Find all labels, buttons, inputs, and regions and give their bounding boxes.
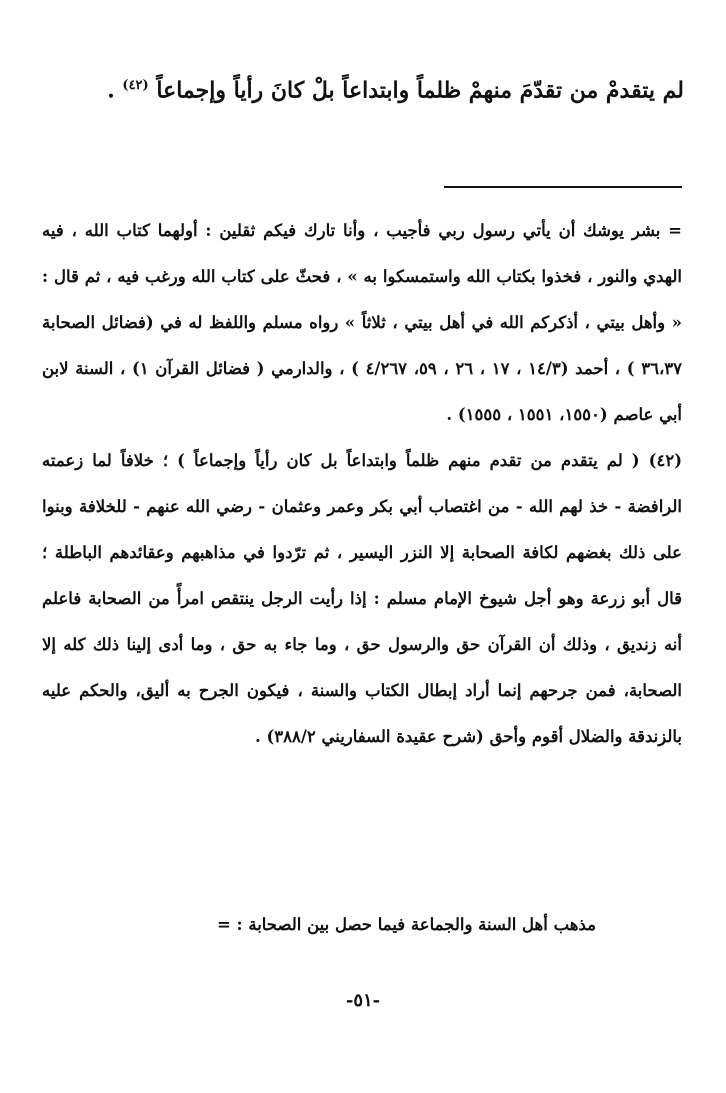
- main-text-line: [64, 66, 684, 110]
- page-number: -٥١-: [345, 990, 381, 1011]
- footnote-continued: = بشر يوشك أن يأتي رسول ربي فأجيب ، وأنا تارك فيكم ثقلين : أولهما كتاب الله ، فيه الهدي والنور ، فخذوا بكتاب الله واستمسكوا به » ، فحثّ على كتاب الله ورغب فيه ، ثم قال : « وأهل بيتي ، أذكركم الله في أهل بيتي ، ثلاثاً » رواه مسلم واللفظ له في (فضائل الصحابة ٣٦،٣٧ ) ، أحمد (١٤/٣ ، ١٧ ، ٢٦ ، ٥٩، ٤/٢٦٧ ) ، والدارمي ( فضائل القرآن ١) ، السنة لابن أبي عاصم (١٥٥٠، ١٥٥١ ، ١٥٥٥) .: [42, 221, 682, 424]
- footnotes-section: [42, 208, 682, 760]
- footnote-reference: (٤٢): [122, 78, 149, 93]
- main-text: لم يتقدمْ من تقدّمَ منهمْ ظلماً وابتداعاً بلْ كانَ رأياً وإجماعاً: [156, 77, 684, 104]
- footnote-tail: مذهب أهل السنة والجماعة فيما حصل بين الصحابة : =: [216, 915, 596, 934]
- footnote-separator: [444, 186, 682, 188]
- footnote-42: (٤٢) ( لم يتقدم من تقدم منهم ظلماً وابتداعاً بل كان رأياً وإجماعاً ) ؛ خلافاً لما زعمته الرافضة - خذ لهم الله - من اغتصاب أبي بكر وعمر وعثمان - رضي الله عنهم - للخلافة وبنوا على ذلك بغضهم لكافة الصحابة إلا النزر اليسير ، ثم ترّدوا في مذاهبهم وعقائدهم الباطلة ؛ قال أبو زرعة وهو أجل شيوخ الإمام مسلم : إذا رأيت الرجل ينتقص امرأً من الصحابة فاعلم أنه زنديق ، وذلك أن القرآن حق والرسول حق ، وما جاء به حق ، وما أدى إلينا ذلك كله إلا الصحابة، فمن جرحهم إنما أراد إبطال الكتاب والسنة ، فيكون الجرح به أليق، والحكم عليه بالزندقة والضلال أقوم وأحق (شرح عقيدة السفاريني ٣٨٨/٢) .: [42, 451, 682, 746]
- main-end-mark: .: [107, 77, 115, 104]
